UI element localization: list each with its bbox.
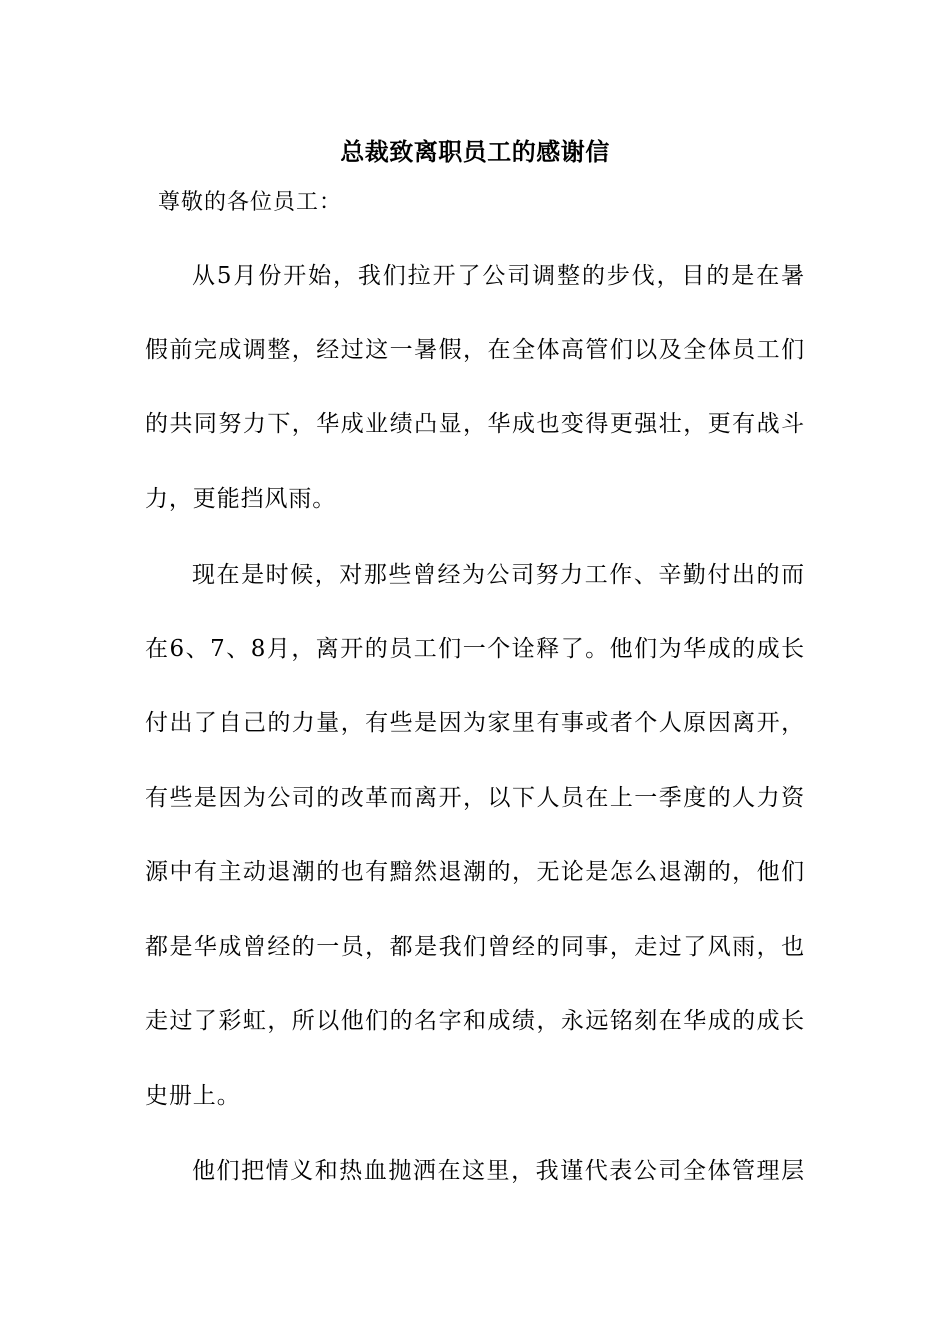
paragraph-1-line-4: 力，更能挡风雨。	[145, 486, 337, 512]
paragraph-2-line-4: 有些是因为公司的改革而离开，以下人员在上一季度的人力资	[145, 785, 805, 811]
paragraph-2-line-6: 都是华成曾经的一员，都是我们曾经的同事，走过了风雨，也	[145, 934, 805, 960]
paragraph-2-line-3: 付出了自己的力量，有些是因为家里有事或者个人原因离开，	[145, 710, 805, 736]
paragraph-2-line-2: 在6、7、8月，离开的员工们一个诠释了。他们为华成的成长	[145, 636, 805, 662]
paragraph-1-line-1: 从5月份开始，我们拉开了公司调整的步伐，目的是在暑	[192, 263, 805, 289]
paragraph-3-line-1: 他们把情义和热血抛洒在这里，我谨代表公司全体管理层	[192, 1158, 805, 1184]
paragraph-2-line-5: 源中有主动退潮的也有黯然退潮的，无论是怎么退潮的，他们	[145, 859, 805, 885]
paragraph-2-line-8: 史册上。	[145, 1083, 241, 1109]
letter-title: 总裁致离职员工的感谢信	[340, 137, 610, 166]
paragraph-2-line-1: 现在是时候，对那些曾经为公司努力工作、辛勤付出的而	[192, 562, 805, 588]
letter-salutation: 尊敬的各位员工：	[158, 190, 343, 215]
paragraph-1-line-2: 假前完成调整，经过这一暑假，在全体高管们以及全体员工们	[145, 337, 805, 363]
paragraph-1-line-3: 的共同努力下，华成业绩凸显，华成也变得更强壮，更有战斗	[145, 411, 805, 437]
paragraph-2-line-7: 走过了彩虹，所以他们的名字和成绩，永远铭刻在华成的成长	[145, 1008, 805, 1034]
